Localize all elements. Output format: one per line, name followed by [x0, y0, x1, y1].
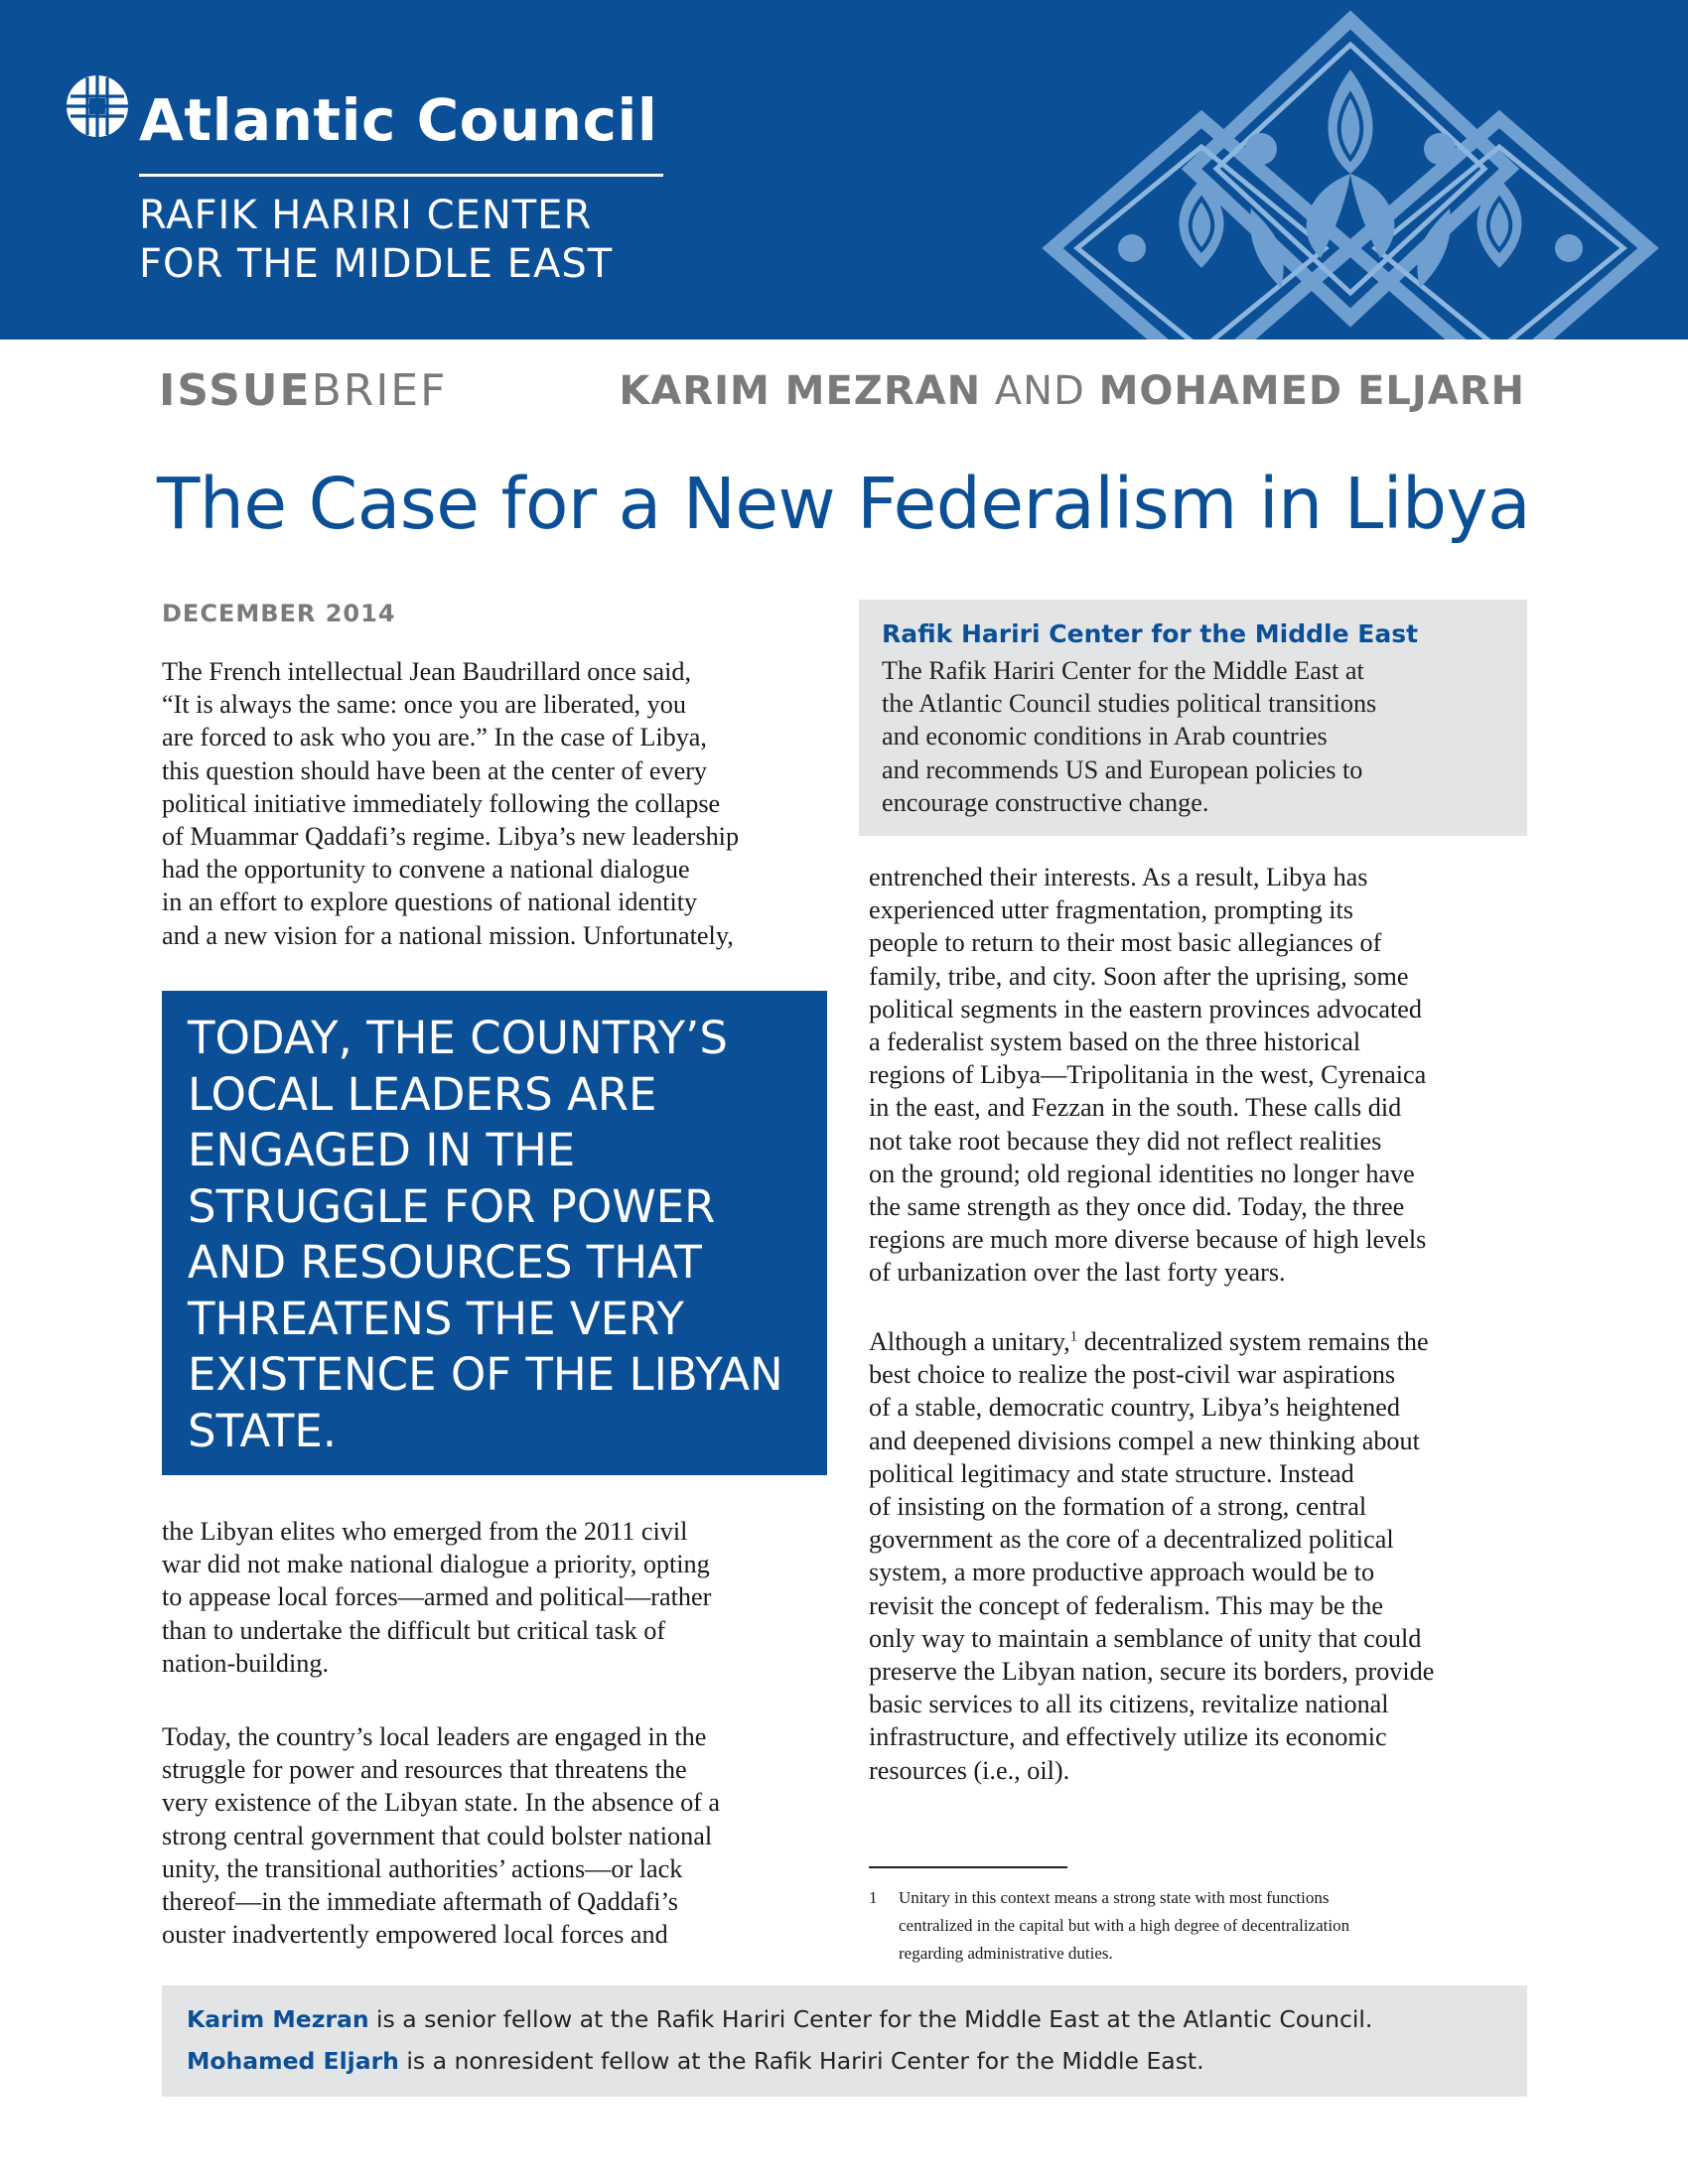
author-name: MOHAMED ELJARH [1098, 368, 1525, 414]
header-banner [0, 0, 1688, 340]
text-line: on the ground; old regional identities no longer have [869, 1159, 1415, 1188]
author-bio-text: is a senior fellow at the Rafik Hariri Center for the Middle East at the Atlantic Council. [368, 2005, 1373, 2033]
body-paragraph [162, 1515, 711, 1680]
atlantic-council-globe-icon [63, 71, 132, 141]
center-name [139, 192, 613, 289]
pull-quote [162, 991, 827, 1475]
text-line: “It is always the same: once you are liberated, you [162, 690, 686, 720]
text-line: and recommends US and European policies to [882, 754, 1363, 784]
pull-quote-line: ENGAGED IN THE [188, 1124, 576, 1176]
text-line: The Rafik Hariri Center for the Middle East at [882, 656, 1364, 685]
header-divider [139, 174, 663, 177]
text-line: infrastructure, and effectively utilize its economic [869, 1722, 1387, 1752]
text-line: the Atlantic Council studies political transitions [882, 689, 1377, 719]
author-name: KARIM MEZRAN [619, 368, 982, 414]
text-line [869, 1325, 1434, 1358]
authors [619, 368, 1525, 414]
text-line: of Muammar Qaddafi’s regime. Libya’s new leadership [162, 822, 740, 852]
text-line: entrenched their interests. As a result, Libya has [869, 863, 1368, 891]
author-bio-text: is a nonresident fellow at the Rafik Hariri Center for the Middle East. [398, 2047, 1204, 2075]
text-fragment: Although a unitary, [869, 1327, 1070, 1356]
text-line: Today, the country’s local leaders are engaged in the [162, 1722, 707, 1751]
author-bio-name: Karim Mezran [187, 2005, 369, 2033]
text-line: not take root because they did not reflect realities [869, 1126, 1382, 1156]
text-line: revisit the concept of federalism. This may be the [869, 1590, 1384, 1620]
text-line: only way to maintain a semblance of unity that could [869, 1623, 1422, 1653]
text-line: unity, the transitional authorities’ actions—or lack [162, 1853, 683, 1883]
document-type-bold: ISSUE [159, 365, 312, 416]
text-line: ouster inadvertently empowered local forces and [162, 1920, 668, 1950]
body-paragraph [162, 655, 739, 952]
text-line: strong central government that could bolster national [162, 1821, 713, 1850]
body-paragraph [162, 1720, 720, 1951]
pull-quote-line: LOCAL LEADERS ARE [188, 1067, 657, 1121]
pull-quote-line: EXISTENCE OF THE LIBYAN [188, 1348, 783, 1401]
info-box-title: Rafik Hariri Center for the Middle East [882, 619, 1419, 648]
text-line: political segments in the eastern provinces advocated [869, 994, 1423, 1024]
text-line: are forced to ask who you are.” In the case of Libya, [162, 723, 707, 752]
text-line: basic services to all its citizens, revitalize national [869, 1690, 1389, 1719]
text-line: of a stable, democratic country, Libya’s heightened [869, 1393, 1400, 1423]
page-title: The Case for a New Federalism in Libya [157, 463, 1531, 545]
author-conjunction: AND [981, 368, 1099, 414]
author-bio-name: Mohamed Eljarh [187, 2047, 399, 2075]
text-line: had the opportunity to convene a national dialogue [162, 855, 690, 885]
text-line: struggle for power and resources that threatens the [162, 1755, 687, 1785]
text-line: a federalist system based on the three historical [869, 1027, 1361, 1057]
text-line: very existence of the Libyan state. In the absence of a [162, 1788, 721, 1818]
pull-quote-line: AND RESOURCES THAT [188, 1236, 702, 1289]
document-type-light: BRIEF [311, 365, 448, 416]
pull-quote-line: STRUGGLE FOR POWER [188, 1179, 716, 1233]
footnote-line: regarding administrative duties. [899, 1944, 1113, 1963]
footnote-reference[interactable]: 1 [1069, 1328, 1078, 1345]
footnote-line: centralized in the capital but with a high degree of decentralization [899, 1916, 1350, 1935]
text-line: people to return to their most basic allegiances of [869, 928, 1382, 958]
center-name-line: FOR THE MIDDLE EAST [139, 241, 614, 287]
author-bio-box [162, 1985, 1527, 2097]
text-line: The French intellectual Jean Baudrillard once said, [162, 657, 692, 686]
text-line: experienced utter fragmentation, prompting its [869, 895, 1353, 925]
org-name: Atlantic Council [139, 86, 658, 154]
footnote-number: 1 [869, 1888, 878, 1907]
footnote-line: Unitary in this context means a strong state with most functions [899, 1888, 1330, 1907]
text-line: family, tribe, and city. Soon after the uprising, some [869, 961, 1409, 991]
text-line: the Libyan elites who emerged from the 2011 civil [162, 1517, 688, 1546]
text-line: and economic conditions in Arab countries [882, 722, 1328, 751]
text-line: this question should have been at the center of every [162, 755, 708, 785]
text-line: and a new vision for a national mission. Unfortunately, [162, 920, 734, 950]
text-line: and deepened divisions compel a new thinking about [869, 1426, 1420, 1455]
author-bio [187, 2005, 1372, 2033]
text-line: than to undertake the difficult but critical task of [162, 1615, 666, 1645]
text-line: regions are much more diverse because of high levels [869, 1225, 1427, 1255]
text-line: of urbanization over the last forty years. [869, 1258, 1286, 1288]
center-info-box [859, 600, 1527, 836]
text-fragment: decentralized system remains the [1077, 1327, 1429, 1356]
arabesque-ornament-icon [1023, 0, 1688, 340]
center-name-line: RAFIK HARIRI CENTER [139, 193, 593, 238]
text-line: nation-building. [162, 1648, 330, 1678]
text-line: thereof—in the immediate aftermath of Qaddafi’s [162, 1887, 678, 1917]
pull-quote-line: STATE. [188, 1404, 338, 1457]
author-bio [187, 2047, 1204, 2075]
pull-quote-line: THREATENS THE VERY [188, 1292, 684, 1345]
text-line: best choice to realize the post-civil war aspirations [869, 1360, 1396, 1390]
text-line: regions of Libya—Tripolitania in the west, Cyrenaica [869, 1060, 1427, 1090]
document-type [159, 365, 448, 416]
text-line: in the east, and Fezzan in the south. These calls did [869, 1093, 1402, 1123]
text-line: to appease local forces—armed and political—rather [162, 1582, 712, 1612]
footnote-divider [869, 1866, 1067, 1868]
pull-quote-line: TODAY, THE COUNTRY’S [188, 1012, 728, 1064]
text-line: the same strength as they once did. Today, the three [869, 1192, 1405, 1222]
text-line: government as the core of a decentralized political [869, 1525, 1394, 1555]
text-line: encourage constructive change. [882, 787, 1209, 817]
body-paragraph [869, 861, 1426, 1290]
text-line: preserve the Libyan nation, secure its borders, provide [869, 1657, 1435, 1687]
text-line: war did not make national dialogue a priority, opting [162, 1550, 710, 1579]
text-line: political initiative immediately following the collapse [162, 788, 721, 818]
text-line: in an effort to explore questions of national identity [162, 887, 698, 917]
text-line: resources (i.e., oil). [869, 1755, 1070, 1785]
text-line: of insisting on the formation of a strong, central [869, 1492, 1367, 1522]
publication-date: DECEMBER 2014 [162, 600, 396, 627]
text-line: political legitimacy and state structure. Instead [869, 1458, 1354, 1488]
text-line: system, a more productive approach would be to [869, 1558, 1375, 1587]
body-paragraph [869, 1325, 1434, 1787]
